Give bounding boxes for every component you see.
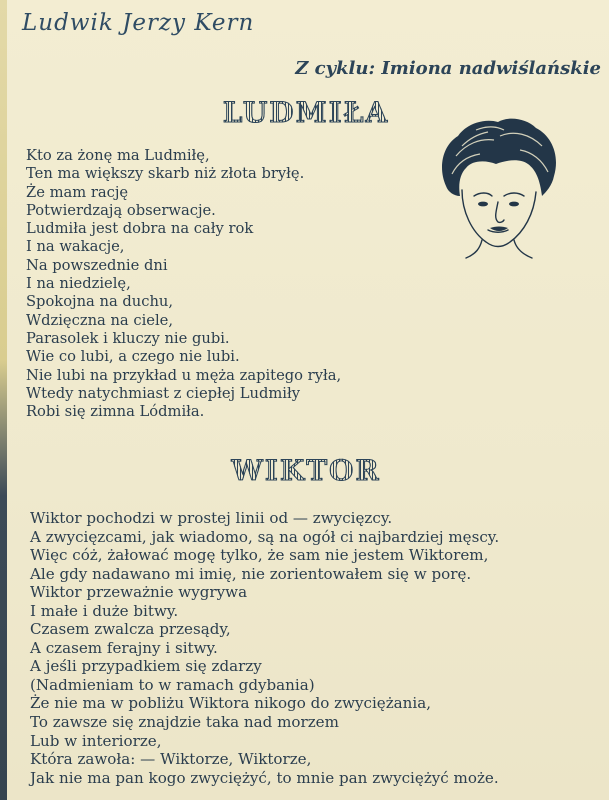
woman-portrait-icon bbox=[436, 116, 558, 260]
poem-line: Która zawoła: — Wiktorze, Wiktorze, bbox=[30, 750, 312, 769]
poem-line: Wiktor pochodzi w prostej linii od — zwycięzcy. bbox=[30, 509, 393, 527]
poem-title-wiktor: WIKTOR bbox=[0, 454, 609, 487]
poem-line: Jak nie ma pan kogo zwyciężyć, to mnie pan zwyciężyć może. bbox=[30, 768, 499, 787]
poem-line: Ludmiła jest dobra na cały rok bbox=[26, 220, 254, 238]
author-name: Ludwik Jerzy Kern bbox=[22, 10, 255, 36]
poem-line: To zawsze się znajdzie taka nad morzem bbox=[30, 713, 339, 732]
poem-line: I na wakacje, bbox=[26, 238, 125, 256]
poem-line: Wiktor przeważnie wygrywa bbox=[30, 583, 248, 602]
poem-line: Ale gdy nadawano mi imię, nie zorientowałem się w porę. bbox=[30, 564, 472, 583]
poem-line: Więc cóż, żałować mogę tylko, że sam nie jestem Wiktorem, bbox=[30, 546, 489, 565]
poem-line: Że mam rację bbox=[26, 183, 129, 201]
poem-line: Kto za żonę ma Ludmiłę, bbox=[26, 147, 210, 164]
poem-ludmila-lines bbox=[26, 147, 341, 421]
poem-line: A czasem ferajny i sitwy. bbox=[30, 638, 218, 657]
poem-line: Na powszednie dni bbox=[26, 256, 168, 274]
poem-line: I małe i duże bitwy. bbox=[30, 601, 179, 620]
poem-line: A zwycięzcami, jak wiadomo, są na ogół ci najbardziej męscy. bbox=[30, 527, 500, 546]
cycle-subtitle: Z cyklu: Imiona nadwiślańskie bbox=[295, 58, 601, 79]
poem-line: Że nie ma w pobliżu Wiktora nikogo do zwyciężania, bbox=[30, 694, 432, 713]
poem-line: Parasolek i kluczy nie gubi. bbox=[26, 329, 230, 347]
poem-line: Lub w interiorze, bbox=[30, 731, 162, 750]
poem-line: Wtedy natychmiast z ciepłej Ludmiły bbox=[26, 384, 301, 402]
poem-line: Wdzięczna na ciele, bbox=[26, 311, 174, 329]
poem-line: A jeśli przypadkiem się zdarzy bbox=[30, 657, 262, 676]
poem-line: Ten ma większy skarb niż złota bryłę. bbox=[26, 165, 305, 183]
poem-line: Nie lubi na przykład u męża zapitego ryła, bbox=[26, 366, 342, 384]
poem-title-ludmila: LUDMIŁA bbox=[0, 96, 609, 129]
poem-wiktor-lines bbox=[30, 509, 499, 787]
poem-line: Spokojna na duchu, bbox=[26, 293, 174, 311]
poem-line: Wie co lubi, a czego nie lubi. bbox=[26, 348, 240, 366]
poem-line: Czasem zwalcza przesądy, bbox=[30, 620, 231, 639]
poem-line: Robi się zimna Lódmiła. bbox=[26, 403, 205, 421]
poem-line: Potwierdzają obserwacje. bbox=[26, 201, 216, 219]
poem-line: (Nadmieniam to w ramach gdybania) bbox=[30, 675, 315, 694]
poem-line: I na niedzielę, bbox=[26, 275, 131, 293]
